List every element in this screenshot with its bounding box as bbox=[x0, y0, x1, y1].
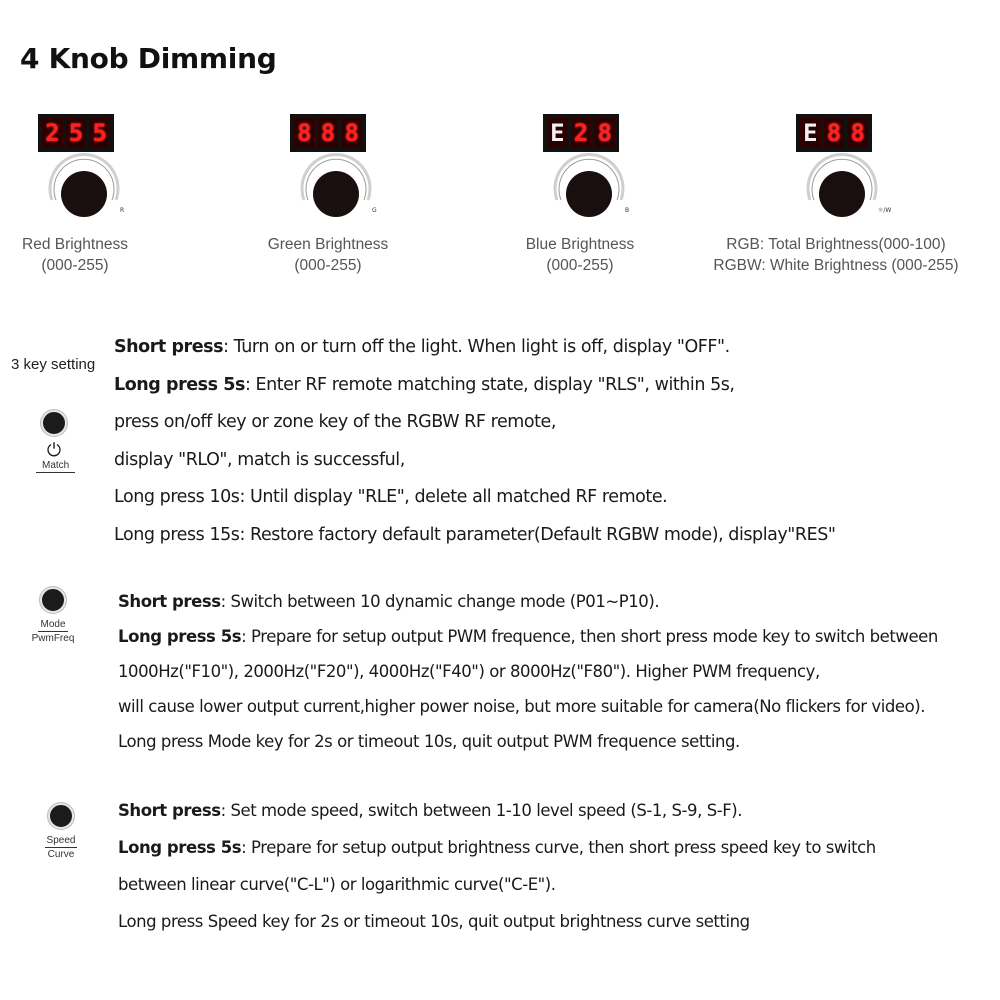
instruction-line bbox=[114, 450, 405, 470]
knob-channel-mark: ☼/W bbox=[878, 207, 892, 214]
led-digit: 5 bbox=[89, 118, 110, 148]
instruction-line bbox=[118, 697, 925, 716]
power-icon: ⏻ bbox=[46, 440, 62, 460]
match-caption: Match bbox=[36, 459, 75, 473]
led-digit: 8 bbox=[294, 118, 315, 148]
page-title: 4 Knob Dimming bbox=[20, 42, 277, 75]
knob-label bbox=[262, 234, 394, 276]
instruction-text: will cause lower output current,higher power noise, but more suitable for camera(No flickers for video). bbox=[118, 697, 926, 716]
knob-label-line: (000-255) bbox=[294, 257, 362, 274]
knob-label-line: Red Brightness bbox=[22, 236, 128, 253]
instruction-line bbox=[114, 412, 556, 432]
knob-label bbox=[708, 234, 964, 276]
instruction-text: : Prepare for setup output brightness curve, then short press speed key to switch bbox=[241, 838, 876, 857]
instruction-text: : Set mode speed, switch between 1-10 level speed (S-1, S-9, S-F). bbox=[220, 801, 743, 820]
speed-button[interactable] bbox=[36, 803, 86, 861]
led-digit: 2 bbox=[571, 118, 592, 148]
knob-label-line: Blue Brightness bbox=[525, 236, 635, 253]
knob-label-line: (000-255) bbox=[546, 257, 614, 274]
rotary-knob[interactable] bbox=[800, 148, 900, 228]
instruction-text: : Enter RF remote matching state, display "RLS", within 5s, bbox=[244, 374, 735, 395]
led-digit: 8 bbox=[341, 118, 362, 148]
knob-body bbox=[61, 171, 107, 217]
instruction-line bbox=[114, 375, 735, 395]
instruction-text: Long press Speed key for 2s or timeout 10s, quit output brightness curve setting bbox=[118, 912, 750, 931]
instruction-line bbox=[118, 875, 556, 894]
match-button-knob[interactable] bbox=[41, 410, 67, 436]
led-digit: 8 bbox=[594, 118, 615, 148]
rotary-knob[interactable] bbox=[547, 148, 647, 228]
led-digit: 5 bbox=[66, 118, 87, 148]
instruction-text: : Turn on or turn off the light. When light is off, display "OFF". bbox=[223, 337, 730, 357]
instruction-line bbox=[118, 912, 750, 931]
instruction-line bbox=[114, 487, 667, 507]
knob-label-line: RGB: Total Brightness(000-100) bbox=[726, 236, 946, 253]
three-key-setting-label: 3 key setting bbox=[11, 356, 96, 373]
led-display bbox=[38, 114, 114, 152]
led-digit: 8 bbox=[847, 118, 868, 148]
knob-label-line: (000-255) bbox=[41, 257, 109, 274]
instruction-keyword: Long press 5s bbox=[114, 374, 245, 395]
led-digit: E bbox=[800, 118, 821, 148]
speed-button-knob[interactable] bbox=[48, 803, 74, 829]
knob-body bbox=[819, 171, 865, 217]
led-display bbox=[290, 114, 366, 152]
instruction-text: between linear curve("C-L") or logarithmic curve("C-E"). bbox=[118, 875, 556, 894]
led-digit: 8 bbox=[318, 118, 339, 148]
instruction-line bbox=[114, 337, 730, 357]
knob-label-line: Green Brightness bbox=[267, 236, 389, 253]
knob-channel-mark: R bbox=[120, 207, 125, 214]
instruction-line bbox=[118, 662, 820, 681]
knob-body bbox=[566, 171, 612, 217]
pwmfreq-caption: PwmFreq bbox=[31, 633, 75, 644]
led-digit: E bbox=[547, 118, 568, 148]
instruction-keyword: Long press 5s bbox=[118, 627, 242, 646]
instruction-keyword: Short press bbox=[118, 801, 221, 820]
instruction-line bbox=[118, 592, 659, 611]
instruction-line bbox=[118, 838, 876, 857]
curve-caption: Curve bbox=[47, 849, 75, 860]
led-display bbox=[543, 114, 619, 152]
instruction-keyword: Long press 5s bbox=[118, 838, 242, 857]
led-digit: 8 bbox=[824, 118, 845, 148]
instruction-line bbox=[118, 732, 740, 751]
knob-label-line: RGBW: White Brightness (000-255) bbox=[713, 257, 959, 274]
match-button[interactable] bbox=[36, 410, 72, 473]
instruction-line bbox=[118, 801, 742, 820]
speed-caption: Speed bbox=[46, 835, 76, 846]
mode-caption: Mode bbox=[40, 619, 66, 630]
knob-unit-1 bbox=[12, 114, 272, 284]
instruction-line bbox=[114, 525, 835, 545]
instruction-keyword: Short press bbox=[118, 592, 221, 611]
knob-unit-4 bbox=[708, 114, 968, 284]
knob-label bbox=[12, 234, 138, 276]
knob-channel-mark: G bbox=[372, 207, 377, 214]
instruction-line bbox=[118, 627, 938, 646]
instruction-text: display "RLO", match is successful, bbox=[114, 449, 405, 470]
instruction-text: : Prepare for setup output PWM frequence, then short press mode key to switch between bbox=[241, 627, 938, 646]
instruction-keyword: Short press bbox=[114, 337, 224, 357]
led-digit: 2 bbox=[42, 118, 63, 148]
instruction-text: Long press Mode key for 2s or timeout 10s, quit output PWM frequence setting. bbox=[118, 732, 740, 751]
instruction-text: Long press 15s: Restore factory default parameter(Default RGBW mode), display"RES" bbox=[114, 524, 836, 545]
instruction-text: : Switch between 10 dynamic change mode (P01~P10). bbox=[220, 592, 660, 611]
led-display bbox=[796, 114, 872, 152]
mode-button[interactable] bbox=[28, 587, 78, 645]
knob-body bbox=[313, 171, 359, 217]
knob-unit-2 bbox=[262, 114, 522, 284]
rotary-knob[interactable] bbox=[294, 148, 394, 228]
instruction-text: press on/off key or zone key of the RGBW RF remote, bbox=[114, 412, 556, 432]
mode-button-knob[interactable] bbox=[40, 587, 66, 613]
knob-channel-mark: B bbox=[625, 207, 630, 214]
instruction-text: Long press 10s: Until display "RLE", delete all matched RF remote. bbox=[114, 487, 668, 507]
knob-label bbox=[515, 234, 645, 276]
rotary-knob[interactable] bbox=[42, 148, 142, 228]
instruction-text: 1000Hz("F10"), 2000Hz("F20"), 4000Hz("F40") or 8000Hz("F80"). Higher PWM frequency, bbox=[118, 662, 820, 681]
